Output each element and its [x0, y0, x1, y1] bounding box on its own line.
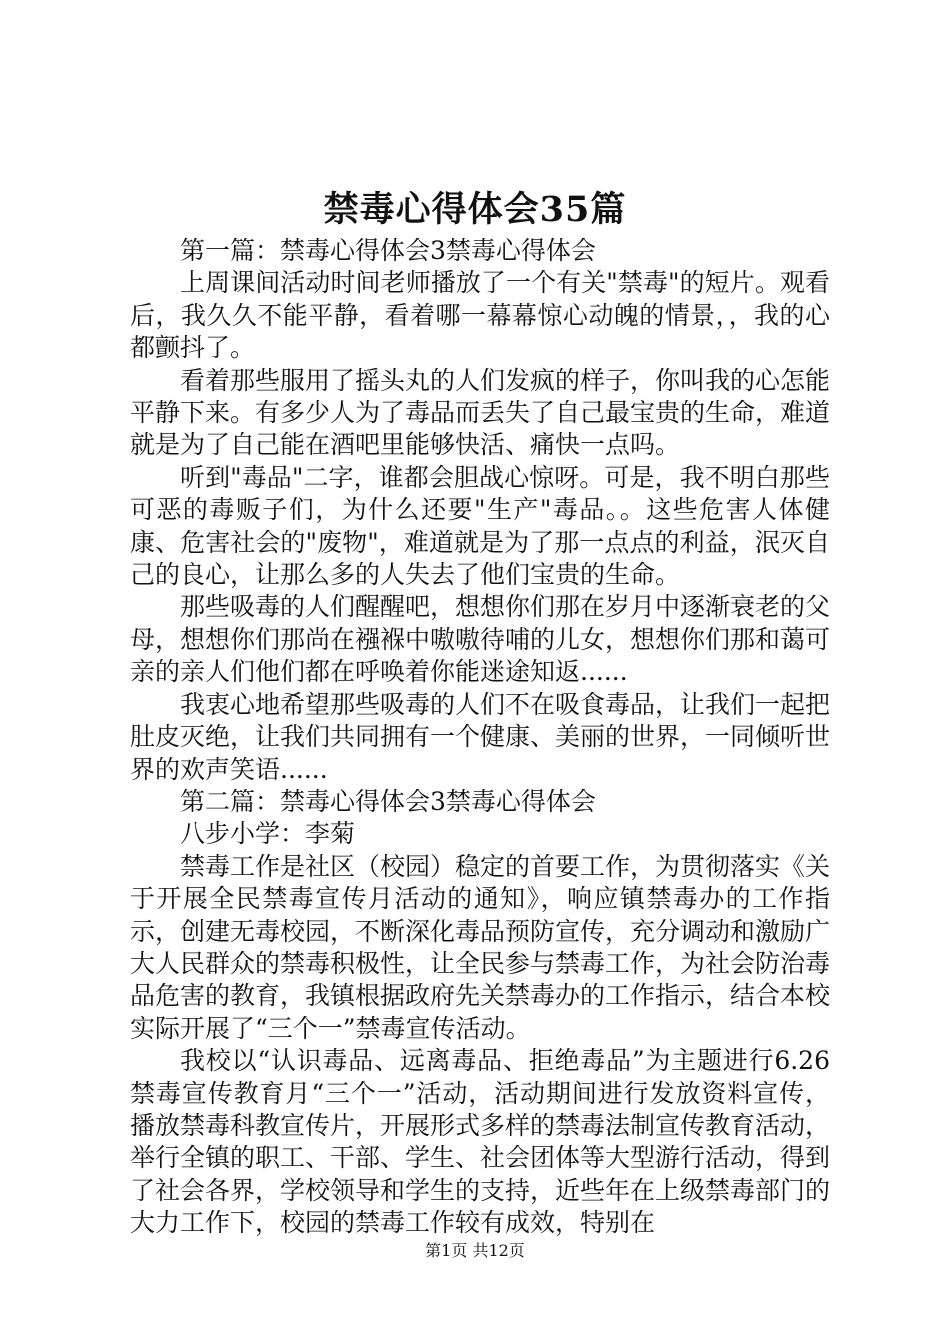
document-body — [130, 235, 830, 1240]
paragraph: 禁毒工作是社区（校园）稳定的首要工作，为贯彻落实《关于开展全民禁毒宣传月活动的通知》，响应镇禁毒办的工作指示，创建无毒校园，不断深化毒品预防宣传，充分调动和激励广大人民群众的禁毒积极性，让全民参与禁毒工作，为社会防治毒品危害的教育，我镇根据政府先关禁毒办的工作指示，结合本校实际开展了“三个一”禁毒宣传活动。 — [130, 851, 831, 1043]
paragraph: 听到"毒品"二字，谁都会胆战心惊呀。可是，我不明白那些可恶的毒贩子们，为什么还要"生产"毒品。。这些危害人体健康、危害社会的"废物"，难道就是为了那一点点的利益，泯灭自己的良心，让那么多的人失去了他们宝贵的生命。 — [130, 462, 830, 590]
author-line: 八步小学：李菊 — [180, 819, 356, 849]
section-heading-1: 第一篇：禁毒心得体会3禁毒心得体会 — [180, 236, 596, 265]
paragraph: 上周课间活动时间老师播放了一个有关"禁毒"的短片。观看后，我久久不能平静，看着哪一幕幕惊心动魄的情景，，我的心都颤抖了。 — [130, 268, 830, 363]
section-heading-2: 第二篇：禁毒心得体会3禁毒心得体会 — [180, 786, 596, 816]
paragraph: 我校以“认识毒品、远离毒品、拒绝毒品”为主题进行6.26禁毒宣传教育月“三个一”活动，活动期间进行发放资料宣传，播放禁毒科教宣传片，开展形式多样的禁毒法制宣传教育活动，举行全镇的职工、干部、学生、社会团体等大型游行活动，得到了社会各界，学校领导和学生的支持，近些年在上级禁毒部门的大力工作下，校园的禁毒工作较有成效，特别在 — [130, 1046, 831, 1238]
paragraph: 我衷心地希望那些吸毒的人们不在吸食毒品，让我们一起把肚皮灭绝，让我们共同拥有一个健康、美丽的世界，一同倾听世界的欢声笑语...... — [130, 689, 831, 784]
paragraph: 那些吸毒的人们醒醒吧，想想你们那在岁月中逐渐衰老的父母，想想你们那尚在襁褓中嗷嗷待哺的儿女，想想你们那和蔼可亲的亲人们他们都在呼唤着你能迷途知返...... — [130, 592, 831, 687]
paragraph: 看着那些服用了摇头丸的人们发疯的样子，你叫我的心怎能平静下来。有多少人为了毒品而丢失了自己最宝贵的生命，难道就是为了自己能在酒吧里能够快活、痛快一点吗。 — [130, 365, 831, 460]
page-footer: 第1页 共12页 — [425, 1241, 525, 1260]
document-title: 禁毒心得体会35篇 — [323, 189, 627, 230]
